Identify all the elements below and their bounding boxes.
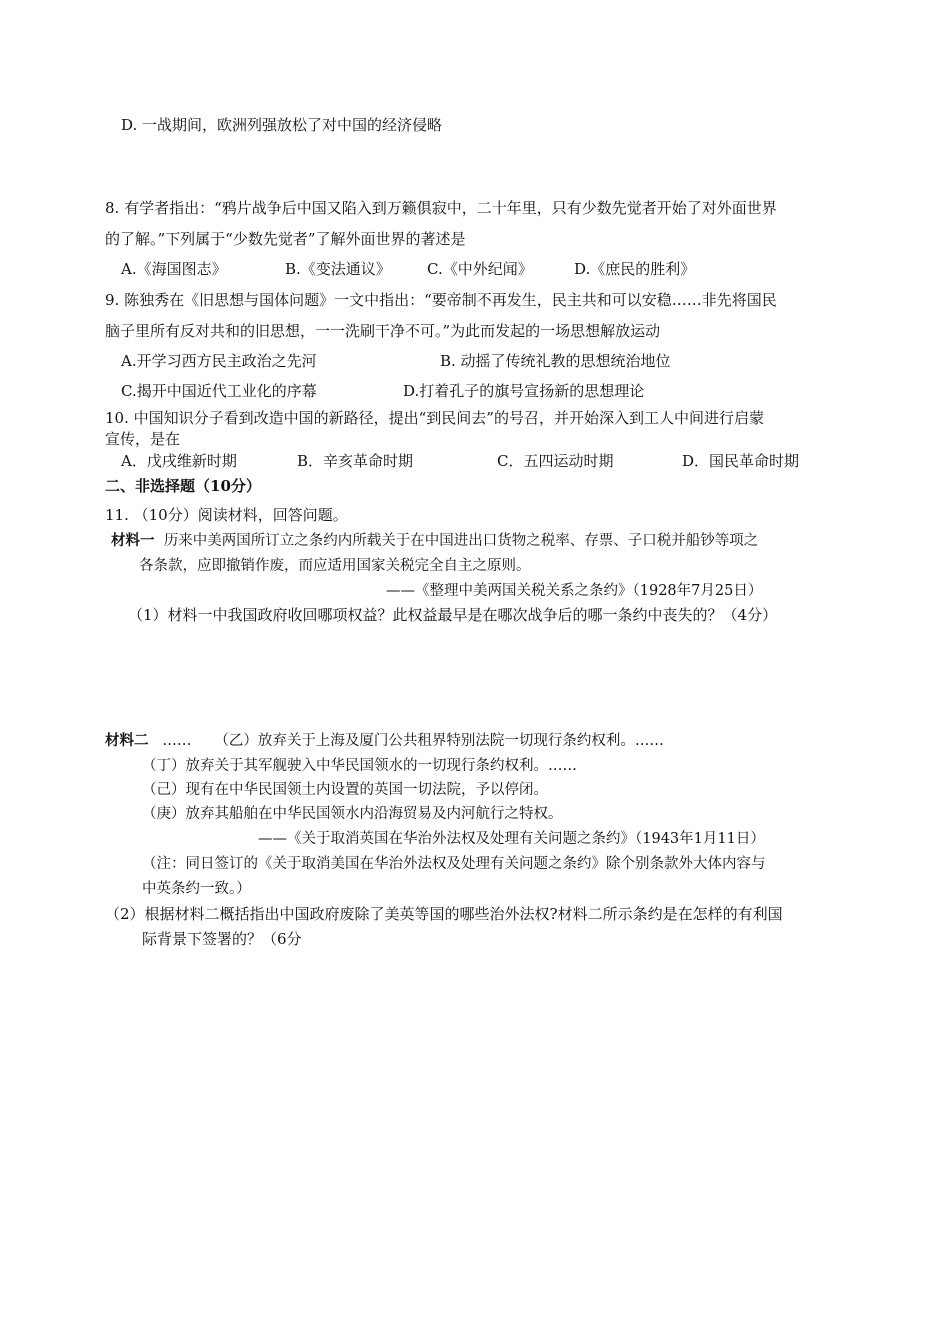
q8-option-c: C.《中外纪闻》 bbox=[427, 260, 533, 278]
material2-item-yi: （乙）放弃关于上海及厦门公共租界特别法院一切现行条约权利。…… bbox=[214, 733, 664, 749]
q8-stem-line2: 的了解。”下列属于“少数先觉者”了解外面世界的著述是 bbox=[105, 230, 466, 248]
q9-option-a: A.开学习西方民主政治之先河 bbox=[121, 352, 317, 370]
q10-stem-line1: 10. 中国知识分子看到改造中国的新路径，提出“到民间去”的号召，并开始深入到工人中间进行启蒙 bbox=[105, 409, 764, 427]
material2-note-line1: （注：同日签订的《关于取消美国在华治外法权及处理有关问题之条约》除个别条款外大体内容与 bbox=[142, 856, 766, 872]
q11-question2-line1: （2）根据材料二概括指出中国政府废除了美英等国的哪些治外法权?材料二所示条约是在怎样的有利国 bbox=[105, 905, 783, 923]
q11-intro: 11. （10分）阅读材料，回答问题。 bbox=[105, 506, 348, 524]
q9-stem-line1: 9. 陈独秀在《旧思想与国体问题》一文中指出：“要帝制不再发生，民主共和可以安稳……非先将国民 bbox=[105, 291, 777, 309]
q10-option-d: D．国民革命时期 bbox=[682, 452, 800, 470]
material1-line2: 各条款，应即撤销作废，而应适用国家关税完全自主之原则。 bbox=[139, 558, 531, 574]
q10-option-a: A．戊戌维新时期 bbox=[121, 452, 237, 470]
q9-option-c: C.揭开中国近代工业化的序幕 bbox=[121, 382, 317, 400]
q8-option-b: B.《变法通议》 bbox=[285, 260, 391, 278]
q9-option-b: B. 动摇了传统礼教的思想统治地位 bbox=[440, 352, 671, 370]
material2-ellipsis: …… bbox=[162, 733, 192, 749]
q10-option-c: C．五四运动时期 bbox=[497, 452, 614, 470]
material2-note-line2: 中英条约一致。） bbox=[142, 881, 251, 897]
material2-label: 材料二 bbox=[105, 732, 149, 749]
q8-stem-line1: 8. 有学者指出：“鸦片战争后中国又陷入到万籁俱寂中，二十年里，只有少数先觉者开始了对外面世界 bbox=[105, 199, 777, 217]
q9-stem-line2: 脑子里所有反对共和的旧思想，一一洗刷干净不可。”为此而发起的一场思想解放运动 bbox=[105, 322, 661, 340]
q10-option-b: B．辛亥革命时期 bbox=[297, 452, 414, 470]
material1-source: ——《整理中美两国关税关系之条约》（1928年7月25日） bbox=[386, 583, 763, 599]
q11-question1: （1）材料一中我国政府收回哪项权益？此权益最早是在哪次战争后的哪一条约中丧失的？（4分） bbox=[128, 606, 778, 624]
material2-item-ding: （丁）放弃关于其军舰驶入中华民国领水的一切现行条约权利。…… bbox=[142, 758, 577, 774]
material2-item-ji: （己）现有在中华民国领土内设置的英国一切法院，予以停闭。 bbox=[142, 782, 548, 798]
q11-question2-line2: 际背景下签署的？（6分 bbox=[142, 930, 302, 948]
material2-source: ——《关于取消英国在华治外法权及处理有关问题之条约》（1943年1月11日） bbox=[258, 831, 765, 847]
material1-line1 bbox=[111, 531, 758, 551]
q8-option-d: D.《庶民的胜利》 bbox=[574, 260, 696, 278]
q9-option-d: D.打着孔子的旗号宣扬新的思想理论 bbox=[403, 382, 645, 400]
q10-stem-line2: 宣传，是在 bbox=[105, 430, 181, 448]
q7-option-d: D. 一战期间，欧洲列强放松了对中国的经济侵略 bbox=[121, 116, 443, 134]
material2-first-line bbox=[105, 731, 664, 751]
material1-label: 材料一 bbox=[111, 532, 155, 549]
section2-title: 二、非选择题（10分） bbox=[105, 477, 261, 495]
q8-option-a: A.《海国图志》 bbox=[121, 260, 227, 278]
material2-item-geng: （庚）放弃其船舶在中华民国领水内沿海贸易及内河航行之特权。 bbox=[142, 806, 563, 822]
material1-text1: 历来中美两国所订立之条约内所载关于在中国进出口货物之税率、存票、子口税并船钞等项之 bbox=[163, 533, 759, 549]
